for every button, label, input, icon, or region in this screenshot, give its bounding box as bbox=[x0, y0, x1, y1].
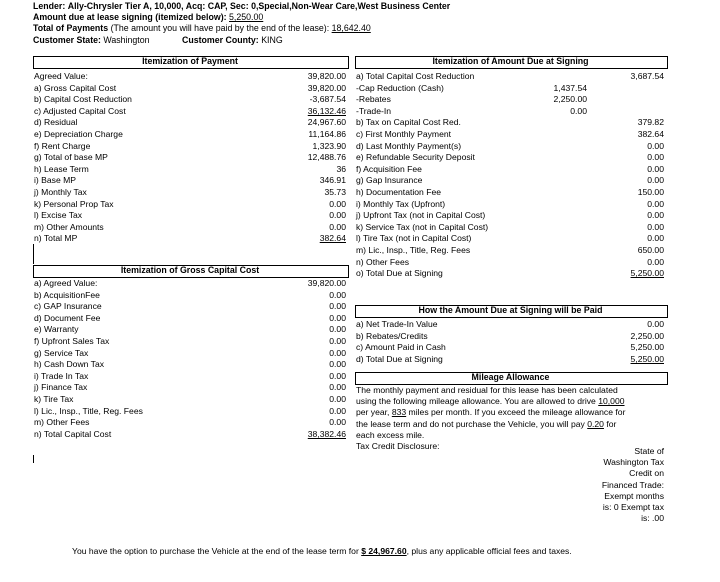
excess-rate: 0.20 bbox=[587, 418, 604, 429]
payment-row-value: 0.00 bbox=[329, 198, 346, 209]
paid-section-title: How the Amount Due at Signing will be Paid bbox=[418, 305, 603, 315]
due-row-subvalue: 2,250.00 bbox=[553, 94, 587, 105]
amount-due-value: 5,250.00 bbox=[229, 12, 264, 22]
payment-row-value: 382.64 bbox=[319, 233, 346, 244]
due-row-value: 0.00 bbox=[647, 256, 664, 267]
due-row-label: d) Last Monthly Payment(s) bbox=[356, 140, 462, 151]
payment-row-value: 36,132.46 bbox=[307, 105, 346, 116]
mileage-line-3: per year, 833 miles per month. If you exceed the mileage allowance for bbox=[356, 407, 626, 418]
mileage-section-title: Mileage Allowance bbox=[471, 372, 550, 382]
gross-row-label: e) Warranty bbox=[34, 324, 79, 335]
tax-credit-line: is: .00 bbox=[641, 513, 664, 524]
tax-credit-line: Financed Trade: bbox=[601, 479, 664, 490]
payment-row-label: m) Other Amounts bbox=[34, 221, 104, 232]
payment-row-value: 39,820.00 bbox=[307, 82, 346, 93]
gross-row-value: 0.00 bbox=[329, 405, 346, 416]
payment-row-value: 346.91 bbox=[319, 175, 346, 186]
purchase-price: $ 24,967.60 bbox=[361, 546, 407, 556]
due-row-label: o) Total Due at Signing bbox=[356, 268, 443, 279]
payment-section-title: Itemization of Payment bbox=[142, 56, 238, 66]
gross-row-value: 0.00 bbox=[329, 417, 346, 428]
due-row-label: -Rebates bbox=[356, 94, 391, 105]
payment-row-label: b) Capital Cost Reduction bbox=[34, 94, 132, 105]
gross-row-value: 0.00 bbox=[329, 312, 346, 323]
due-row-label: b) Tax on Capital Cost Red. bbox=[356, 117, 461, 128]
gross-row-label: k) Tire Tax bbox=[34, 394, 74, 404]
due-row-value: 0.00 bbox=[647, 152, 664, 163]
gross-row-label: l) Lic., Insp., Title, Reg. Fees bbox=[34, 405, 143, 416]
due-row-value: 0.00 bbox=[647, 210, 664, 221]
payment-row-label: Agreed Value: bbox=[34, 71, 88, 81]
payment-row-label: f) Rent Charge bbox=[34, 140, 91, 151]
payment-row-label: a) Gross Capital Cost bbox=[34, 82, 117, 93]
due-row-value: 382.64 bbox=[637, 129, 664, 139]
gross-row-value: 39,820.00 bbox=[307, 278, 346, 288]
due-row-value: 379.82 bbox=[637, 117, 664, 128]
due-row-value: 0.00 bbox=[647, 175, 664, 186]
miles-total: 10,000 bbox=[598, 396, 625, 407]
divider bbox=[33, 455, 34, 463]
payment-row-label: j) Monthly Tax bbox=[34, 187, 87, 197]
gross-row-value: 0.00 bbox=[329, 324, 346, 335]
purchase-option-text: You have the option to purchase the Vehicle at the end of the lease term for $ 24,967.60, plus any applicable official fees and taxes. bbox=[72, 546, 572, 556]
due-row-label: l) Tire Tax (not in Capital Cost) bbox=[356, 233, 472, 244]
paid-row-label: a) Net Trade-In Value bbox=[356, 319, 438, 329]
payment-row-label: c) Adjusted Capital Cost bbox=[34, 105, 126, 116]
lender-label: Lender: bbox=[33, 1, 66, 11]
due-row-label: h) Documentation Fee bbox=[356, 187, 442, 197]
payment-row-value: 11,164.86 bbox=[308, 129, 346, 139]
payment-row-value: 12,488.76 bbox=[307, 152, 346, 163]
amount-due-line bbox=[33, 12, 263, 23]
amount-due-label: Amount due at lease signing (itemized below): bbox=[33, 12, 227, 22]
tax-credit-line: Exempt months bbox=[604, 490, 664, 501]
gross-row-value: 38,382.46 bbox=[307, 428, 346, 439]
mileage-line-1: The monthly payment and residual for this lease has been calculated bbox=[356, 385, 618, 395]
lender-line bbox=[33, 1, 450, 12]
due-row-label: -Cap Reduction (Cash) bbox=[356, 82, 444, 93]
paid-row-label: c) Amount Paid in Cash bbox=[356, 342, 446, 353]
due-row-label: e) Refundable Security Deposit bbox=[356, 152, 475, 163]
due-row-value: 3,687.54 bbox=[630, 71, 664, 81]
payment-row-value: 35.73 bbox=[324, 187, 346, 197]
due-row-label: j) Upfront Tax (not in Capital Cost) bbox=[356, 210, 486, 221]
gross-row-value: 0.00 bbox=[329, 336, 346, 346]
county-label: Customer County: bbox=[182, 35, 259, 45]
tax-credit-label: Tax Credit Disclosure: bbox=[356, 441, 440, 452]
due-row-value: 0.00 bbox=[647, 163, 664, 174]
customer-county-line bbox=[182, 35, 283, 46]
gross-row-value: 0.00 bbox=[329, 359, 346, 370]
gross-row-label: d) Document Fee bbox=[34, 312, 101, 323]
paid-row-value: 2,250.00 bbox=[630, 330, 664, 341]
payment-row-value: 0.00 bbox=[329, 210, 346, 221]
payment-row-value: 36 bbox=[336, 163, 346, 174]
paid-row-label: d) Total Due at Signing bbox=[356, 353, 443, 364]
gross-row-label: b) AcquisitionFee bbox=[34, 289, 100, 300]
due-row-label: -Trade-In bbox=[356, 105, 392, 116]
due-row-label: i) Monthly Tax (Upfront) bbox=[356, 198, 446, 209]
due-row-value: 5,250.00 bbox=[630, 268, 664, 279]
due-row-label: n) Other Fees bbox=[356, 256, 410, 267]
mileage-line-5: each excess mile. bbox=[356, 429, 425, 440]
gross-row-value: 0.00 bbox=[329, 394, 346, 404]
gross-row-label: i) Trade In Tax bbox=[34, 370, 89, 381]
gross-row-value: 0.00 bbox=[329, 347, 346, 358]
state-label: Customer State: bbox=[33, 35, 101, 45]
due-row-value: 0.00 bbox=[647, 198, 664, 209]
gross-row-value: 0.00 bbox=[329, 370, 346, 381]
tax-credit-line: is: 0 Exempt tax bbox=[602, 502, 664, 513]
gross-row-label: j) Finance Tax bbox=[34, 382, 88, 393]
gross-row-label: f) Upfront Sales Tax bbox=[34, 336, 110, 346]
payment-row-label: h) Lease Term bbox=[34, 163, 89, 174]
gross-row-label: g) Service Tax bbox=[34, 347, 89, 358]
gross-row-value: 0.00 bbox=[329, 301, 346, 312]
gross-row-label: a) Agreed Value: bbox=[34, 278, 98, 288]
gross-section-title: Itemization of Gross Capital Cost bbox=[120, 265, 260, 275]
payment-row-value: 24,967.60 bbox=[307, 117, 346, 128]
gross-row-label: n) Total Capital Cost bbox=[34, 428, 112, 439]
due-row-subvalue: 1,437.54 bbox=[553, 82, 587, 93]
due-row-label: k) Service Tax (not in Capital Cost) bbox=[356, 221, 489, 232]
gross-row-value: 0.00 bbox=[329, 382, 346, 393]
due-row-label: f) Acquisition Fee bbox=[356, 163, 422, 174]
due-row-label: a) Total Capital Cost Reduction bbox=[356, 71, 475, 81]
due-row-label: m) Lic., Insp., Title, Reg. Fees bbox=[356, 245, 471, 255]
gross-row-value: 0.00 bbox=[329, 289, 346, 300]
tax-credit-line: Washington Tax bbox=[603, 457, 664, 468]
payment-row-label: l) Excise Tax bbox=[34, 210, 83, 221]
payment-row-label: k) Personal Prop Tax bbox=[34, 198, 114, 209]
due-row-value: 0.00 bbox=[647, 140, 664, 151]
customer-state-line bbox=[33, 35, 150, 46]
total-payments-line bbox=[33, 23, 371, 34]
due-row-value: 0.00 bbox=[647, 233, 664, 244]
gross-row-label: m) Other Fees bbox=[34, 417, 90, 428]
gross-row-label: c) GAP Insurance bbox=[34, 301, 102, 312]
gross-row-label: h) Cash Down Tax bbox=[34, 359, 105, 370]
tax-credit-line: Credit on bbox=[629, 468, 664, 479]
payment-row-label: n) Total MP bbox=[34, 233, 78, 244]
lender-value: Ally-Chrysler Tier A, 10,000, Acq: CAP, Sec: 0,Special,Non-Wear Care,West Business Center bbox=[67, 1, 451, 11]
mileage-paragraph bbox=[356, 385, 676, 452]
tax-credit-line: State of bbox=[634, 446, 664, 456]
paid-row-value: 0.00 bbox=[647, 319, 664, 329]
due-section-title: Itemization of Amount Due at Signing bbox=[432, 56, 589, 66]
due-row-label: c) First Monthly Payment bbox=[356, 129, 452, 139]
payment-row-label: d) Residual bbox=[34, 117, 78, 128]
divider bbox=[33, 244, 34, 264]
payment-row-value: 39,820.00 bbox=[307, 71, 346, 81]
state-value: Washington bbox=[103, 35, 150, 45]
mileage-line-4: the lease term and do not purchase the Vehicle, you will pay 0.20 for bbox=[356, 418, 617, 429]
mileage-line-2: using the following mileage allowance. You are allowed to drive 10,000 bbox=[356, 396, 625, 407]
payment-row-label: i) Base MP bbox=[34, 175, 77, 186]
payment-row-value: 0.00 bbox=[329, 221, 346, 232]
due-row-value: 0.00 bbox=[647, 221, 664, 232]
payment-row-value: 1,323.90 bbox=[312, 140, 346, 151]
due-row-label: g) Gap Insurance bbox=[356, 175, 423, 186]
miles-per-month: 833 bbox=[391, 407, 407, 418]
county-value: KING bbox=[261, 35, 283, 45]
payment-row-label: e) Depreciation Charge bbox=[34, 129, 123, 139]
paid-row-label: b) Rebates/Credits bbox=[356, 330, 428, 341]
due-row-value: 650.00 bbox=[637, 245, 664, 255]
total-payments-label: Total of Payments bbox=[33, 23, 109, 33]
total-payments-value: 18,642.40 bbox=[331, 23, 371, 33]
payment-row-label: g) Total of base MP bbox=[34, 152, 108, 163]
paid-row-value: 5,250.00 bbox=[630, 353, 664, 364]
paid-row-value: 5,250.00 bbox=[630, 342, 664, 353]
due-row-value: 150.00 bbox=[637, 187, 664, 197]
total-payments-note: (The amount you will have paid by the end of the lease): bbox=[110, 23, 330, 33]
tax-credit-disclosure bbox=[560, 446, 664, 524]
payment-row-value: -3,687.54 bbox=[309, 94, 346, 105]
due-row-subvalue: 0.00 bbox=[570, 105, 587, 116]
